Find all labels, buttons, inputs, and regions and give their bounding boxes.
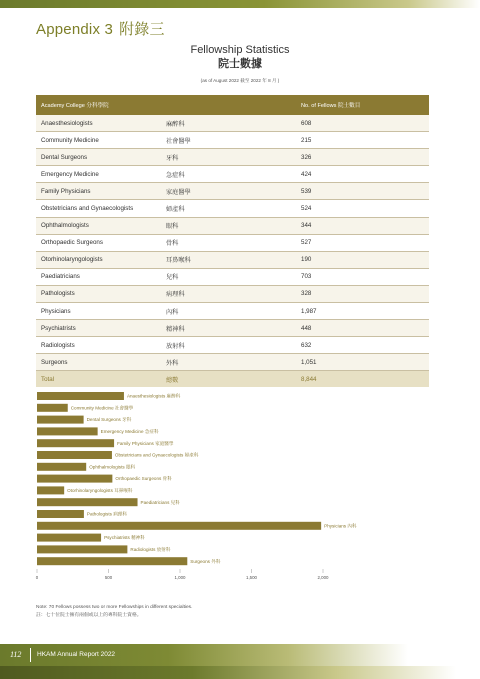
appendix-title-en: Appendix 3 (36, 21, 114, 38)
appendix-title-zh: 附錄三 (119, 21, 165, 38)
footnote (36, 604, 192, 619)
bar-label: Surgeons 外科 (190, 558, 221, 564)
bar-label: Obstetricians and Gynaecologists 婦產科 (114, 452, 199, 458)
college-name-zh: 麻醉科 (166, 120, 185, 128)
header-fellows: No. of Fellows 院士數目 (301, 103, 361, 109)
college-name-zh: 精神科 (166, 325, 185, 333)
x-tick-label: 0 (35, 575, 39, 580)
table-row (36, 183, 429, 200)
bar (37, 427, 98, 435)
table-row (36, 166, 429, 183)
college-name-zh: 骨科 (166, 240, 179, 248)
college-name-en: Psychiatrists (41, 324, 76, 332)
table-total-row (36, 371, 429, 387)
table-header-row (36, 95, 429, 115)
college-name-en: Radiologists (41, 341, 75, 349)
college-name-zh: 外科 (166, 359, 179, 367)
fellow-count: 215 (301, 136, 312, 144)
college-name-en: Surgeons (41, 358, 68, 366)
college-name-en: Family Physicians (41, 187, 91, 195)
college-name-en: Emergency Medicine (41, 170, 99, 178)
bar (37, 416, 84, 424)
bar-label: Psychiatrists 精神科 (104, 535, 145, 541)
college-name-zh: 兒科 (166, 274, 179, 282)
college-name-zh: 婦產科 (166, 206, 185, 214)
college-name-zh: 急症科 (166, 171, 185, 179)
table-row (36, 337, 429, 354)
college-name-en: Orthopaedic Surgeons (41, 239, 103, 247)
bar (37, 522, 321, 530)
table-row (36, 218, 429, 235)
page-title-en: Fellowship Statistics (190, 44, 290, 56)
college-name-en: Obstetricians and Gynaecologists (41, 205, 134, 213)
college-name-zh: 社會醫學 (166, 137, 191, 145)
header-college: Academy College 分科學院 (41, 103, 109, 109)
fellowship-table (36, 95, 429, 387)
bar (37, 451, 112, 459)
bar-label: Emergency Medicine 急症科 (100, 429, 159, 434)
bar (37, 510, 84, 518)
total-label-en: Total (41, 375, 55, 383)
x-tick-label: 1,500 (246, 575, 257, 580)
college-name-en: Ophthalmologists (41, 222, 89, 230)
fellow-count: 539 (301, 187, 312, 195)
college-name-en: Paediatricians (41, 273, 80, 281)
bar-label: Anaesthesiologists 麻醉科 (126, 393, 181, 399)
bar (37, 404, 68, 412)
fellow-count: 344 (301, 222, 312, 230)
table-body (36, 115, 429, 371)
report-title: HKAM Annual Report 2022 (37, 651, 116, 658)
table-row (36, 303, 429, 320)
bar (37, 498, 138, 506)
college-name-zh: 牙科 (166, 154, 179, 162)
bar (37, 475, 112, 483)
table-row (36, 132, 429, 149)
x-tick-label: 2,000 (317, 575, 329, 580)
fellow-count: 1,987 (301, 307, 317, 315)
page-title-zh: 院士數據 (218, 58, 262, 70)
fellow-count: 524 (301, 205, 312, 213)
table-row (36, 354, 429, 371)
college-name-en: Physicians (41, 307, 71, 315)
fellow-count: 190 (301, 256, 312, 264)
bar-label: Orthopaedic Surgeons 骨科 (115, 476, 172, 482)
footer-lower-band (0, 666, 480, 679)
footnote-en: Note: 70 Fellows possess two or more Fellowships in different specialties. (36, 605, 193, 610)
table-row (36, 252, 429, 269)
college-name-en: Pathologists (41, 290, 75, 298)
top-decor-band (0, 0, 480, 8)
bar (37, 557, 187, 565)
bar-label: Ophthalmologists 眼科 (89, 464, 136, 470)
bar-label: Family Physicians 家庭醫學 (117, 440, 174, 446)
fellow-count: 448 (301, 324, 312, 332)
table-row (36, 320, 429, 337)
table-row (36, 286, 429, 303)
college-name-en: Otorhinolaryngologists (41, 256, 103, 264)
bar (37, 534, 101, 542)
bar-label: Physicians 內科 (324, 523, 357, 529)
table-row (36, 115, 429, 132)
bar (37, 392, 124, 400)
footer-divider (30, 648, 31, 662)
college-name-zh: 耳鼻喉科 (166, 257, 191, 265)
x-tick-label: 1,000 (174, 575, 186, 580)
fellow-count: 632 (301, 341, 312, 349)
fellow-count: 703 (301, 273, 312, 281)
bar-label: Pathologists 病理科 (86, 511, 127, 517)
fellow-count: 1,051 (301, 358, 317, 366)
college-name-en: Dental Surgeons (41, 153, 88, 161)
fellow-count: 326 (301, 153, 312, 161)
table-row (36, 149, 429, 166)
fellow-count: 608 (301, 119, 312, 127)
bar (37, 463, 86, 471)
college-name-en: Community Medicine (41, 136, 99, 144)
college-name-zh: 病理科 (166, 291, 185, 299)
college-name-zh: 眼科 (166, 223, 179, 231)
x-tick-label: 500 (104, 575, 113, 580)
bar (37, 486, 64, 494)
bar-label: Dental Surgeons 牙科 (86, 417, 132, 423)
bar-label: Paediatricians 兒科 (140, 499, 180, 505)
table-row (36, 269, 429, 286)
table-row (36, 200, 429, 217)
table-row (36, 235, 429, 252)
fellow-count: 328 (301, 290, 312, 298)
footnote-zh: 註：七十位院士擁有兩個或以上的專科院士資格。 (36, 612, 142, 618)
bar (37, 439, 114, 447)
page-number: 112 (10, 650, 22, 659)
bar-label: Otorhinolaryngologists 耳鼻喉科 (67, 488, 133, 493)
college-name-zh: 內科 (166, 308, 179, 316)
college-name-zh: 放射科 (166, 342, 185, 350)
fellow-count: 527 (301, 239, 312, 247)
bar (37, 545, 127, 553)
as-of-date: (as of August 2022 截至 2022 年 8 月 ) (200, 78, 280, 83)
bar-label: Radiologists 放射科 (130, 547, 171, 552)
college-name-en: Anaesthesiologists (41, 119, 93, 127)
total-label-zh: 總數 (166, 376, 179, 384)
bar-label: Community Medicine 社會醫學 (70, 405, 134, 411)
appendix-heading (36, 18, 165, 39)
college-name-zh: 家庭醫學 (166, 188, 191, 196)
fellow-count: 424 (301, 170, 312, 178)
total-count: 8,844 (301, 375, 317, 383)
